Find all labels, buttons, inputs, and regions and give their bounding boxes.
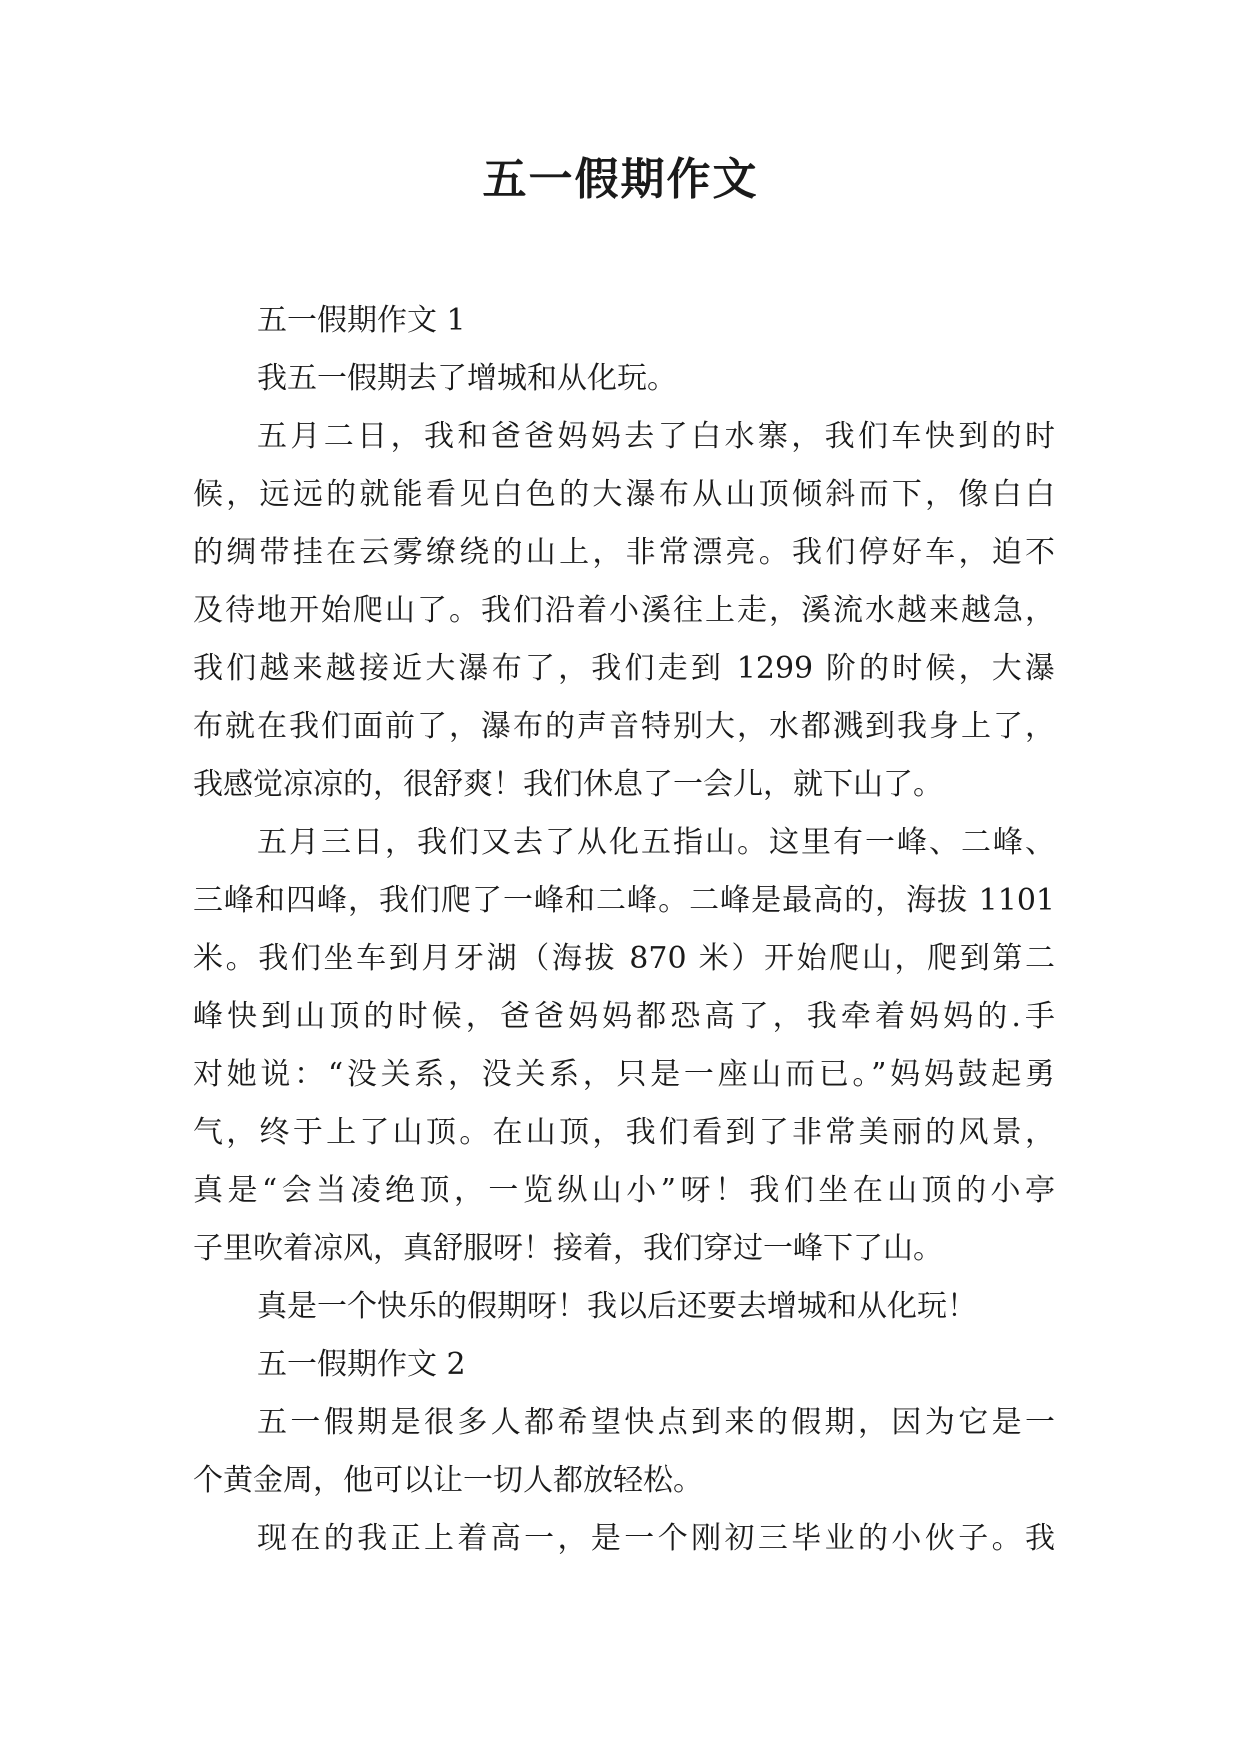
paragraph-line: 对她说：“没关系，没关系，只是一座山而已。”妈妈鼓起勇 <box>193 1057 1055 1092</box>
paragraph-line: 三峰和四峰，我们爬了一峰和二峰。二峰是最高的，海拔 1101 <box>193 883 1055 918</box>
paragraph-line: 真是一个快乐的假期呀！我以后还要去增城和从化玩！ <box>257 1289 977 1324</box>
paragraph-line: 及待地开始爬山了。我们沿着小溪往上走，溪流水越来越急， <box>193 593 1055 628</box>
paragraph-line: 峰快到山顶的时候，爸爸妈妈都恐高了，我牵着妈妈的.手 <box>193 999 1055 1034</box>
document-title: 五一假期作文 <box>482 154 759 205</box>
paragraph-line: 我感觉凉凉的，很舒爽！我们休息了一会儿，就下山了。 <box>193 767 943 802</box>
document-body <box>193 292 1055 1568</box>
paragraph-line: 米。我们坐车到月牙湖（海拔 870 米）开始爬山，爬到第二 <box>193 941 1055 976</box>
paragraph-line: 个黄金周，他可以让一切人都放轻松。 <box>193 1463 703 1498</box>
paragraph-line: 气，终于上了山顶。在山顶，我们看到了非常美丽的风景， <box>193 1115 1055 1150</box>
paragraph-line: 真是“会当凌绝顶，一览纵山小”呀！我们坐在山顶的小亭 <box>193 1173 1055 1208</box>
paragraph-line: 子里吹着凉风，真舒服呀！接着，我们穿过一峰下了山。 <box>193 1231 943 1266</box>
paragraph-line: 五月三日，我们又去了从化五指山。这里有一峰、二峰、 <box>257 825 1055 860</box>
paragraph-line: 我们越来越接近大瀑布了，我们走到 1299 阶的时候，大瀑 <box>193 651 1055 686</box>
paragraph-line: 的绸带挂在云雾缭绕的山上，非常漂亮。我们停好车，迫不 <box>193 535 1055 570</box>
paragraph-line: 布就在我们面前了，瀑布的声音特别大，水都溅到我身上了， <box>193 709 1055 744</box>
paragraph-line: 现在的我正上着高一，是一个刚初三毕业的小伙子。我 <box>257 1521 1055 1556</box>
section-heading-1: 五一假期作文 1 <box>257 303 466 338</box>
section-heading-2: 五一假期作文 2 <box>257 1347 466 1382</box>
paragraph-line: 五月二日，我和爸爸妈妈去了白水寨，我们车快到的时 <box>257 419 1055 454</box>
paragraph-line: 候，远远的就能看见白色的大瀑布从山顶倾斜而下，像白白 <box>193 477 1055 512</box>
paragraph-line: 我五一假期去了增城和从化玩。 <box>257 361 677 396</box>
paragraph-line: 五一假期是很多人都希望快点到来的假期，因为它是一 <box>257 1405 1055 1440</box>
